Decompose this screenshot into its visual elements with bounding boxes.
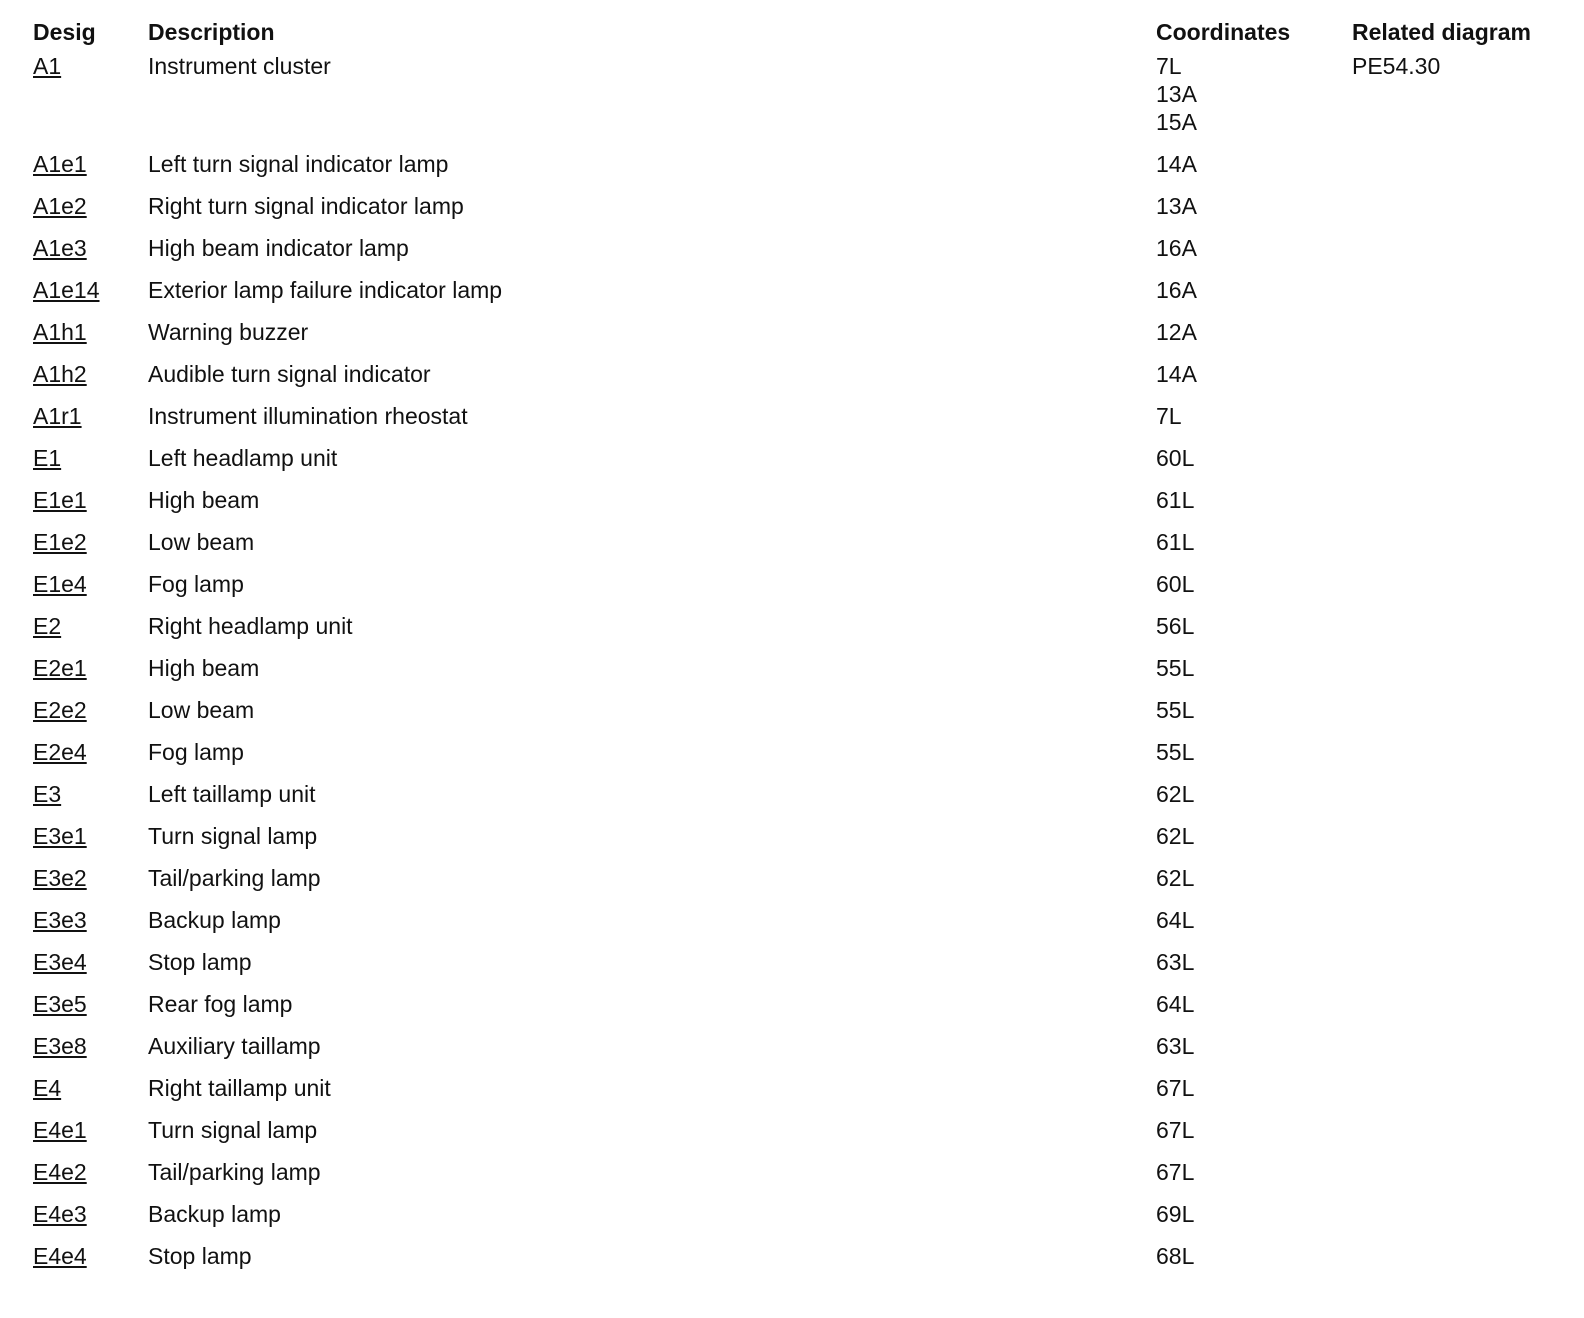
related-diagram-cell [1343,1158,1564,1200]
coordinates-cell [1147,1032,1343,1074]
coordinates-cell [1147,990,1343,1032]
designation-link[interactable]: E2e1 [33,655,87,681]
related-diagram-cell [1343,192,1564,234]
coordinate-value: 67L [1156,1117,1195,1143]
designation-link[interactable]: E2e2 [33,697,87,723]
coordinates-cell [1147,822,1343,864]
coordinate-value: 62L [1156,865,1195,891]
coordinates-cell [1147,1074,1343,1116]
header-description: Description [148,19,275,45]
desig-cell [24,234,139,276]
related-diagram-cell [1343,276,1564,318]
coordinates-cell [1147,948,1343,990]
table-row [24,738,1564,780]
desig-cell [24,780,139,822]
description-cell: Turn signal lamp [148,1117,318,1143]
coordinate-value: 55L [1156,739,1195,765]
table-row [24,612,1564,654]
desig-cell [24,360,139,402]
header-desig: Desig [33,19,96,45]
related-diagram-cell [1343,486,1564,528]
designation-link[interactable]: E3e2 [33,865,87,891]
description-cell: Low beam [148,529,255,555]
coordinate-value: 15A [1156,109,1197,135]
description-cell: Instrument cluster [148,53,331,79]
table-row [24,1032,1564,1074]
desig-cell [24,192,139,234]
table-row [24,864,1564,906]
coordinates-cell [1147,1116,1343,1158]
designation-link[interactable]: E1e2 [33,529,87,555]
designation-link[interactable]: A1e1 [33,151,87,177]
desig-cell [24,612,139,654]
description-cell: Backup lamp [148,907,281,933]
related-diagram-cell [1343,444,1564,486]
coordinates-cell [1147,486,1343,528]
table-row [24,234,1564,276]
coordinates-cell [1147,318,1343,360]
designation-link[interactable]: E1e1 [33,487,87,513]
table-row [24,486,1564,528]
desig-cell [24,1242,139,1284]
designation-link[interactable]: E2 [33,613,62,639]
related-diagram-cell [1343,654,1564,696]
table-row [24,1200,1564,1242]
related-diagram-cell [1343,402,1564,444]
description-cell: Instrument illumination rheostat [148,403,468,429]
desig-cell [24,150,139,192]
table-row [24,990,1564,1032]
designation-link[interactable]: A1h2 [33,361,87,387]
related-diagram-cell [1343,990,1564,1032]
designation-link[interactable]: A1 [33,53,62,79]
desig-cell [24,906,139,948]
table-row [24,402,1564,444]
coordinates-cell [1147,402,1343,444]
coordinates-cell [1147,1158,1343,1200]
related-diagram-cell: PE54.30 [1352,53,1441,79]
description-cell: Rear fog lamp [148,991,293,1017]
table-row [24,780,1564,822]
related-diagram-cell [1343,612,1564,654]
related-diagram-cell [1343,360,1564,402]
designation-link[interactable]: E4 [33,1075,62,1101]
description-cell: Audible turn signal indicator [148,361,431,387]
table-row [24,150,1564,192]
coordinates-cell [1147,150,1343,192]
coordinates-cell [1147,1242,1343,1284]
description-cell: Fog lamp [148,571,244,597]
related-diagram-cell [1343,1242,1564,1284]
description-cell: High beam indicator lamp [148,235,409,261]
coordinate-value: 64L [1156,991,1195,1017]
table-row [24,52,1564,150]
coordinates-cell [1147,654,1343,696]
designation-link[interactable]: E1 [33,445,62,471]
related-diagram-cell [1343,1116,1564,1158]
table-row [24,948,1564,990]
designation-link[interactable]: A1e14 [33,277,100,303]
related-diagram-cell [1343,528,1564,570]
desig-cell [24,1074,139,1116]
designation-link[interactable]: E1e4 [33,571,87,597]
designation-link[interactable]: E3e5 [33,991,87,1017]
desig-cell [24,990,139,1032]
description-cell: High beam [148,655,260,681]
coordinates-cell [1147,52,1343,150]
coordinate-value: 13A [1156,193,1197,219]
desig-cell [24,1200,139,1242]
header-related-diagram: Related diagram [1352,19,1531,45]
designation-link[interactable]: E3e8 [33,1033,87,1059]
coordinates-cell [1147,360,1343,402]
desig-cell [24,864,139,906]
desig-cell [24,52,139,150]
coordinate-value: 69L [1156,1201,1195,1227]
description-cell: Tail/parking lamp [148,865,321,891]
table-row [24,906,1564,948]
table-header [24,12,1564,52]
designation-link[interactable]: E3 [33,781,62,807]
coordinate-value: 16A [1156,277,1197,303]
coordinate-value: 14A [1156,151,1197,177]
desig-cell [24,696,139,738]
designation-link[interactable]: E3e1 [33,823,87,849]
description-cell: Exterior lamp failure indicator lamp [148,277,503,303]
table-row [24,696,1564,738]
description-cell: Stop lamp [148,1243,252,1269]
desig-cell [24,1032,139,1074]
related-diagram-cell [1343,1032,1564,1074]
table-row [24,1242,1564,1284]
component-legend-table [24,12,1564,1284]
coordinate-value: 64L [1156,907,1195,933]
table-row [24,822,1564,864]
desig-cell [24,822,139,864]
header-coordinates: Coordinates [1156,19,1291,45]
related-diagram-cell [1343,780,1564,822]
related-diagram-cell [1343,696,1564,738]
related-diagram-cell [1343,1074,1564,1116]
desig-cell [24,486,139,528]
related-diagram-cell [1343,906,1564,948]
coordinates-cell [1147,906,1343,948]
coordinates-cell [1147,780,1343,822]
coordinate-value: 63L [1156,949,1195,975]
coordinates-cell [1147,528,1343,570]
table-row [24,1158,1564,1200]
coordinate-value: 14A [1156,361,1197,387]
description-cell: Backup lamp [148,1201,281,1227]
table-row [24,570,1564,612]
coordinates-cell [1147,612,1343,654]
desig-cell [24,738,139,780]
coordinate-value: 68L [1156,1243,1195,1269]
table-row [24,192,1564,234]
table-row [24,1116,1564,1158]
coordinate-value: 55L [1156,655,1195,681]
desig-cell [24,318,139,360]
related-diagram-cell [1343,822,1564,864]
description-cell: Right taillamp unit [148,1075,331,1101]
designation-link[interactable]: E4e1 [33,1117,87,1143]
desig-cell [24,1158,139,1200]
description-cell: Right headlamp unit [148,613,353,639]
desig-cell [24,276,139,318]
table-row [24,360,1564,402]
coordinates-cell [1147,738,1343,780]
coordinates-cell [1147,444,1343,486]
coordinates-cell [1147,570,1343,612]
coordinate-value: 56L [1156,613,1195,639]
coordinate-value: 60L [1156,571,1195,597]
coordinate-value: 63L [1156,1033,1195,1059]
table-body [24,52,1564,1284]
coordinate-value: 7L [1156,53,1182,79]
designation-link[interactable]: E2e4 [33,739,87,765]
coordinates-cell [1147,696,1343,738]
description-cell: Tail/parking lamp [148,1159,321,1185]
description-cell: High beam [148,487,260,513]
desig-cell [24,528,139,570]
coordinate-value: 67L [1156,1075,1195,1101]
coordinates-cell [1147,864,1343,906]
description-cell: Left taillamp unit [148,781,316,807]
desig-cell [24,948,139,990]
description-cell: Stop lamp [148,949,252,975]
coordinate-value: 12A [1156,319,1197,345]
designation-link[interactable]: A1e3 [33,235,87,261]
coordinates-cell [1147,234,1343,276]
related-diagram-cell [1343,150,1564,192]
description-cell: Auxiliary taillamp [148,1033,321,1059]
description-cell: Left turn signal indicator lamp [148,151,449,177]
coordinates-cell [1147,276,1343,318]
table-row [24,1074,1564,1116]
related-diagram-cell [1343,1200,1564,1242]
coordinate-value: 7L [1156,403,1182,429]
table-row [24,444,1564,486]
coordinate-value: 67L [1156,1159,1195,1185]
related-diagram-cell [1343,570,1564,612]
designation-link[interactable]: E3e3 [33,907,87,933]
coordinate-value: 13A [1156,81,1197,107]
related-diagram-cell [1343,234,1564,276]
designation-link[interactable]: A1e2 [33,193,87,219]
header-row [24,12,1564,52]
table-row [24,528,1564,570]
coordinate-value: 55L [1156,697,1195,723]
desig-cell [24,570,139,612]
description-cell: Warning buzzer [148,319,309,345]
table-row [24,276,1564,318]
coordinate-value: 62L [1156,781,1195,807]
coordinate-value: 62L [1156,823,1195,849]
coordinate-value: 16A [1156,235,1197,261]
desig-cell [24,444,139,486]
coordinate-value: 60L [1156,445,1195,471]
designation-link[interactable]: A1h1 [33,319,87,345]
designation-link[interactable]: A1r1 [33,403,82,429]
related-diagram-cell [1343,738,1564,780]
table-row [24,318,1564,360]
designation-link[interactable]: E4e3 [33,1201,87,1227]
coordinates-cell [1147,1200,1343,1242]
designation-link[interactable]: E3e4 [33,949,87,975]
description-cell: Fog lamp [148,739,244,765]
description-cell: Right turn signal indicator lamp [148,193,464,219]
table-row [24,654,1564,696]
description-cell: Turn signal lamp [148,823,318,849]
description-cell: Left headlamp unit [148,445,338,471]
description-cell: Low beam [148,697,255,723]
coordinate-value: 61L [1156,529,1195,555]
coordinates-cell [1147,192,1343,234]
related-diagram-cell [1343,864,1564,906]
related-diagram-cell [1343,948,1564,990]
desig-cell [24,1116,139,1158]
designation-link[interactable]: E4e4 [33,1243,87,1269]
related-diagram-cell [1343,318,1564,360]
designation-link[interactable]: E4e2 [33,1159,87,1185]
coordinate-value: 61L [1156,487,1195,513]
desig-cell [24,402,139,444]
desig-cell [24,654,139,696]
